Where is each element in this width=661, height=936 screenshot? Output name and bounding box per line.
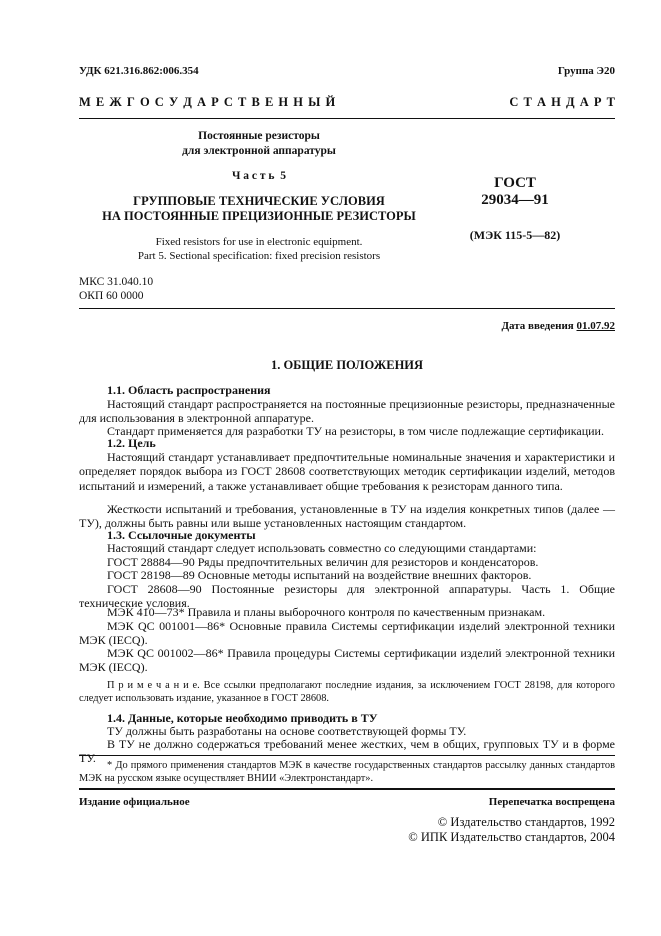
reference-item: ГОСТ 28884—90 Ряды предпочтительных величин для резисторов и конденсаторов.: [107, 555, 539, 569]
paragraph-1-2-b: Жесткости испытаний и требования, установленные в ТУ на изделия конкретных типов (далее — ТУ), должны быть равны или выше установленных настоящим стандартом.: [79, 502, 615, 531]
part-label: Ч а с т ь 5: [231, 170, 287, 182]
note-text: Все ссылки предполагают последние издания, за исключением ГОСТ 28198, для которого следует использовать издание, указанное в ГОСТ 28608.: [79, 680, 615, 704]
section-1-heading: 1. ОБЩИЕ ПОЛОЖЕНИЯ: [270, 358, 424, 372]
mks-code: МКС 31.040.10: [79, 276, 154, 288]
reprint-prohibited: Перепечатка воспрещена: [488, 796, 615, 808]
udc-code: УДК 621.316.862:006.354: [79, 65, 199, 77]
main-title-2: НА ПОСТОЯННЫЕ ПРЕЦИЗИОННЫЕ РЕЗИСТОРЫ: [102, 209, 416, 223]
paragraph-1-1-a: Настоящий стандарт распространяется на постоянные прецизионные резисторы, предназначенные для использования в электронной аппаратуре.: [79, 397, 615, 426]
footer-rule: [79, 788, 615, 790]
english-title-1: Fixed resistors for use in electronic equipment.: [155, 236, 363, 248]
okp-code: ОКП 60 0000: [79, 290, 144, 302]
title-rule: [79, 308, 615, 309]
footnote: * До прямого применения стандартов МЭК в качестве государственных стандартов рассылку данных стандартов МЭК на русском языке осуществляет ВНИИ «Электронстандарт».: [79, 760, 615, 784]
copyright-2004: © ИПК Издательство стандартов, 2004: [408, 830, 615, 844]
introduction-date: [501, 320, 615, 332]
paragraph-1-4-a: ТУ должны быть разработаны на основе соответствующей формы ТУ.: [107, 724, 467, 738]
heading-1-3: 1.3. Ссылочные документы: [107, 528, 256, 542]
banner-interstate: М Е Ж Г О С У Д А Р С Т В Е Н Н Ы Й: [79, 95, 336, 109]
footnote-rule: [79, 755, 615, 756]
main-title-1: ГРУППОВЫЕ ТЕХНИЧЕСКИЕ УСЛОВИЯ: [133, 194, 385, 208]
introduction-date-label: Дата введения: [501, 320, 574, 332]
iec-reference: (МЭК 115-5—82): [469, 228, 561, 242]
paragraph-1-3: Настоящий стандарт следует использовать совместно со следующими стандартами:: [107, 541, 537, 555]
reference-item: МЭК 410—73* Правила и планы выборочного контроля по качественным признакам.: [107, 605, 546, 619]
group-code: Группа Э20: [557, 65, 615, 77]
heading-1-1: 1.1. Область распространения: [107, 383, 271, 397]
heading-1-4: 1.4. Данные, которые необходимо приводить в ТУ: [107, 711, 378, 725]
note: [79, 679, 615, 705]
heading-1-2: 1.2. Цель: [107, 436, 156, 450]
title-line-1: Постоянные резисторы: [198, 130, 320, 142]
paragraph-1-4-b: В ТУ не должно содержаться требований менее жестких, чем в общих, групповых ТУ и в форме ТУ.: [79, 737, 615, 766]
paragraph-1-1-b: Стандарт применяется для разработки ТУ на резисторы, в том числе подлежащие сертификации.: [107, 424, 604, 438]
introduction-date-value: 01.07.92: [576, 320, 615, 332]
reference-item: ГОСТ 28608—90 Постоянные резисторы для электронной аппаратуры. Часть 1. Общие технические условия.: [79, 582, 615, 611]
note-label: П р и м е ч а н и е.: [107, 680, 200, 691]
reference-item: ГОСТ 28198—89 Основные методы испытаний на воздействие внешних факторов.: [107, 568, 532, 582]
reference-item: МЭК QC 001001—86* Основные правила Системы сертификации изделий электронной техники МЭК (IECQ).: [79, 619, 615, 648]
banner-standard: С Т А Н Д А Р Т: [509, 95, 615, 109]
english-title-2: Part 5. Sectional specification: fixed precision resistors: [137, 250, 381, 262]
gost-number: 29034—91: [481, 192, 549, 208]
title-line-2: для электронной аппаратуры: [182, 145, 336, 157]
copyright-1992: © Издательство стандартов, 1992: [437, 815, 615, 829]
banner-rule: [79, 118, 615, 119]
official-edition: Издание официальное: [79, 796, 190, 808]
gost-label: ГОСТ: [494, 175, 536, 191]
reference-item: МЭК QC 001002—86* Правила процедуры Системы сертификации изделий электронной техники МЭК (IECQ).: [79, 646, 615, 675]
paragraph-1-2-a: Настоящий стандарт устанавливает предпочтительные номинальные значения и характеристики и определяет порядок выбора из ГОСТ 28608 соответствующих методик сертификации изделий, методов испытаний и измерений, а также устанавливает общие требования к резисторам данного типа.: [79, 450, 615, 493]
